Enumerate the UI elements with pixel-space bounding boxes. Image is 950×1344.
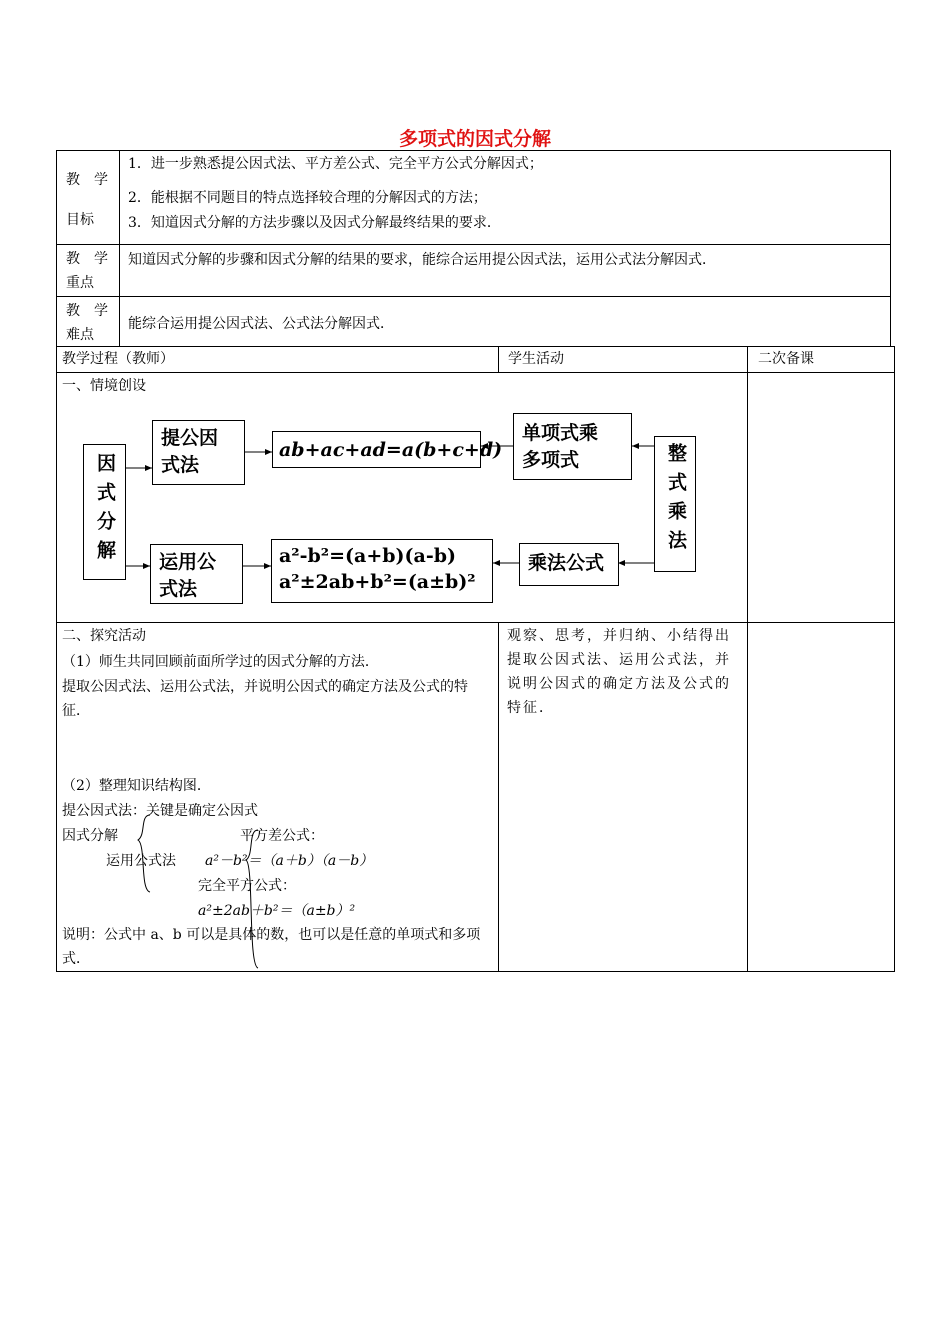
- difficulties-text: 能综合运用提公因式法、公式法分解因式．: [128, 316, 394, 332]
- key-points-text: 知道因式分解的步骤和因式分解的结果的要求，能综合运用提公因式法，运用公式法分解因式．: [128, 252, 716, 268]
- objective-item: 2．能根据不同题目的特点选择较合理的分解因式的方法；: [128, 190, 487, 206]
- key-points-label-2: 重点: [66, 275, 94, 291]
- structure-diff-formula: a²－b²＝（a＋b）（a－b）: [205, 853, 374, 869]
- section2-p1: （1）师生共同回顾前面所学过的因式分解的方法．: [62, 654, 379, 670]
- header-teacher: 教学过程（教师）: [62, 351, 174, 367]
- structure-formula-method: 运用公式法: [106, 853, 176, 869]
- structure-extract: 提公因式法：关键是确定公因式: [62, 803, 258, 819]
- difficulties-label-2: 难点: [66, 327, 94, 343]
- section2-p2: 提取公因式法、运用公式法，并说明公因式的确定方法及公式的特征．: [62, 679, 468, 719]
- box-line: 多项式: [522, 449, 580, 471]
- page-title: 多项式的因式分解: [398, 128, 551, 150]
- objective-item: 1．进一步熟悉提公因式法、平方差公式、完全平方公式分解因式；: [128, 156, 543, 172]
- structure-square-label: 完全平方公式：: [198, 878, 296, 894]
- objective-item: 3．知道因式分解的方法步骤以及因式分解最终结果的要求．: [128, 215, 501, 231]
- box-line: 乘法公式: [528, 552, 605, 574]
- box-line: 式法: [161, 454, 200, 476]
- header-prep: 二次备课: [758, 351, 814, 367]
- key-points-label-1: 教 学: [66, 251, 108, 267]
- structure-diff-label: 平方差公式：: [240, 828, 324, 844]
- box-line: 单项式乘: [522, 422, 599, 444]
- section2-heading: 二、探究活动: [62, 628, 146, 644]
- student-activity-text: 观察、思考，并归纳、小结得出提取公因式法、运用公式法，并说明公因式的确定方法及公式的特征．: [507, 628, 731, 716]
- perfect-square-formula: a²±2ab+b²=(a±b)²: [279, 571, 476, 593]
- polynomial-multiplication-label: 整式乘法: [665, 443, 687, 559]
- section2-p3: （2）整理知识结构图．: [62, 778, 211, 794]
- extract-formula: ab+ac+ad=a(b+c+d): [279, 439, 503, 461]
- structure-square-formula: a²±2ab＋b²＝（a±b）²: [198, 903, 356, 919]
- objectives-label-1: 教 学: [66, 172, 108, 188]
- section2-note: 说明：公式中 a、b 可以是具体的数，也可以是任意的单项式和多项式．: [62, 927, 481, 967]
- structure-factorization: 因式分解: [62, 828, 118, 844]
- section1-heading: 一、情境创设: [62, 378, 146, 394]
- box-line: 运用公: [159, 551, 217, 573]
- box-line: 提公因: [161, 427, 219, 449]
- factorization-label: 因式分解: [94, 453, 116, 569]
- header-student: 学生活动: [508, 351, 564, 367]
- difference-of-squares-formula: a²-b²=(a+b)(a-b): [279, 545, 457, 567]
- objectives-label-2: 目标: [66, 212, 94, 228]
- difficulties-label-1: 教 学: [66, 303, 108, 319]
- box-line: 式法: [159, 578, 198, 600]
